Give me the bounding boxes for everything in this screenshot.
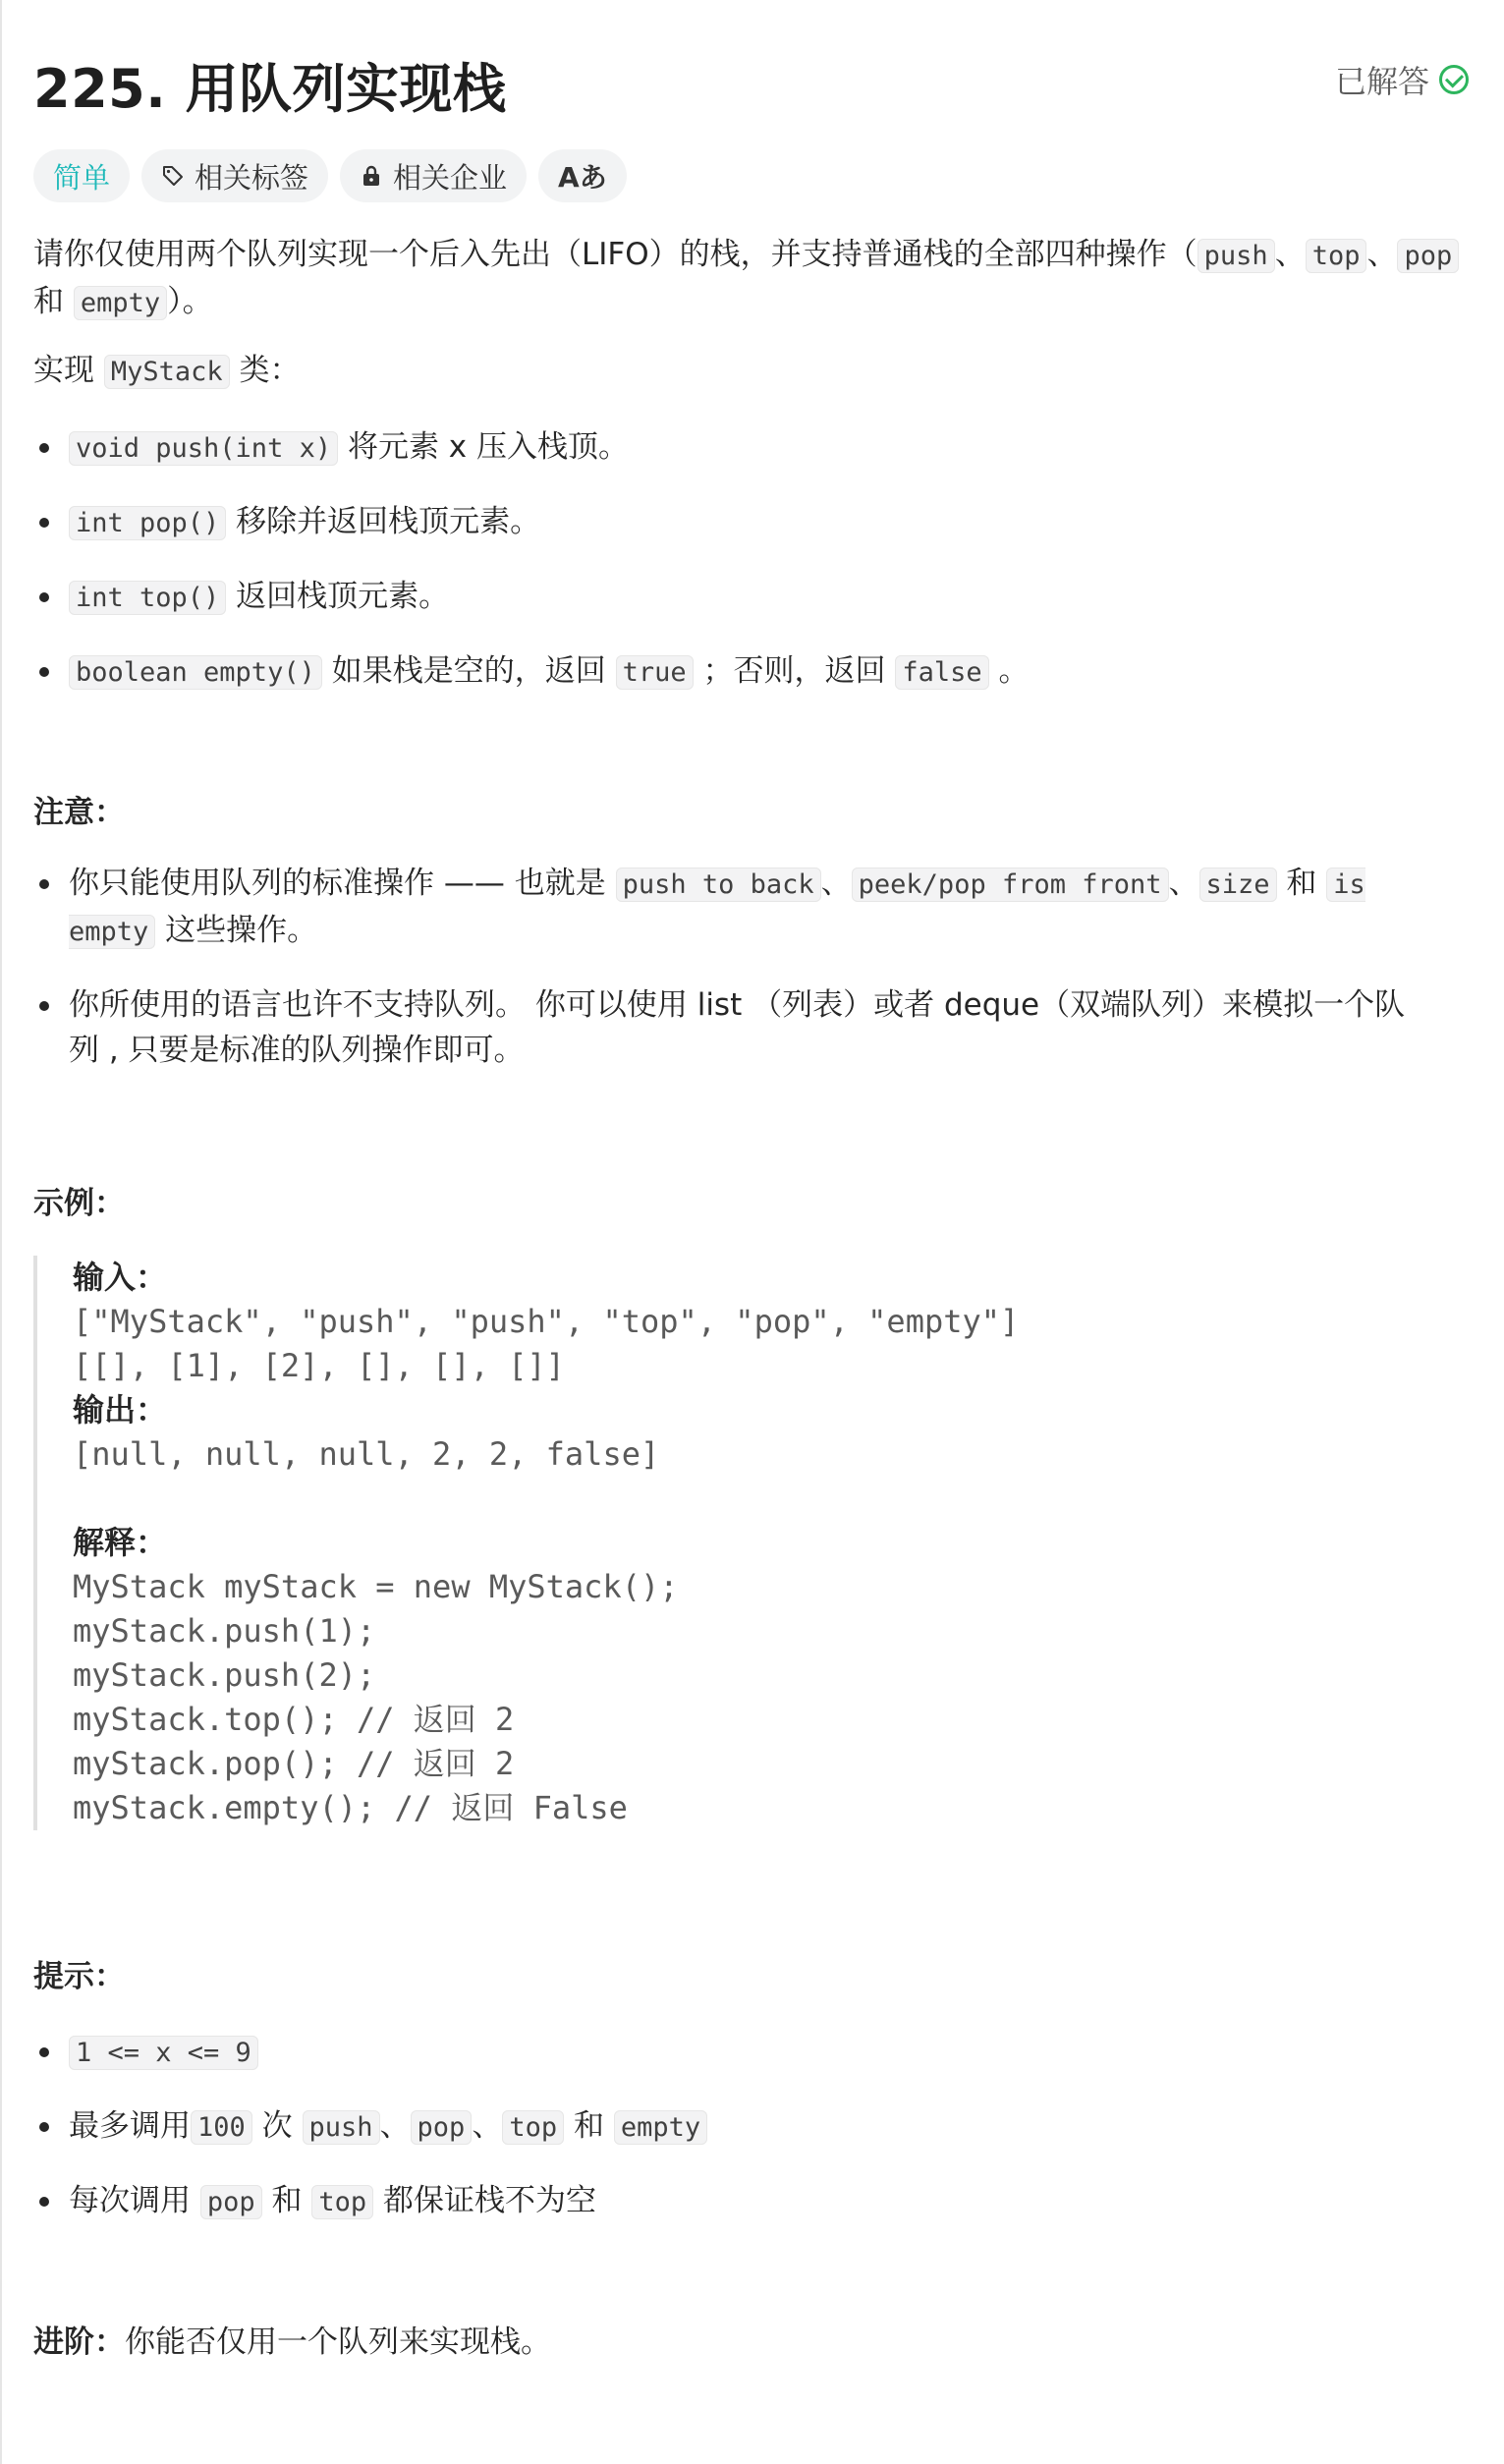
code-pop: pop [411,2110,473,2145]
hint-text: 和 [271,2183,303,2218]
explain-line: myStack.empty(); // 返回 False [73,1789,628,1826]
code-method: int top() [69,581,226,615]
problem-description [33,232,1468,2365]
method-description: 将元素 x 压入栈顶。 [347,429,630,465]
intro-paragraph [33,232,1468,326]
difficulty-tag[interactable] [33,149,130,202]
method-description: 。 [998,653,1030,689]
code-false: false [895,655,988,690]
list-item [69,424,1468,472]
related-companies-label: 相关企业 [393,160,508,195]
code-true: true [616,655,694,690]
code-empty: empty [74,286,167,320]
list-item [69,861,1468,955]
code-mystack: MyStack [104,355,230,389]
class-text: 类： [239,353,301,388]
code-size: size [1199,868,1277,902]
method-description: 移除并返回栈顶元素。 [236,504,541,539]
related-tags-label: 相关标签 [195,160,309,195]
method-description: ；否则，返回 [702,653,886,689]
hints-list [33,2029,1468,2225]
code-push: push [1198,239,1275,273]
translate-icon: Aあ [558,161,607,194]
separator: 、 [379,2108,411,2144]
example-block [33,1256,1468,1830]
note-text: 和 [1286,866,1317,901]
separator: 、 [1168,866,1199,901]
class-paragraph [33,348,1468,395]
code-push: push [303,2110,380,2145]
method-description: 如果栈是空的，返回 [331,653,606,689]
solved-status [1335,57,1469,102]
intro-text: 和 [33,284,64,319]
list-item [69,2029,1468,2076]
followup-text: 你能否仅用一个队列来实现栈。 [125,2324,551,2360]
code-pop: pop [200,2185,262,2219]
tag-bar [33,149,627,202]
tag-icon [161,164,185,188]
code-pop: pop [1397,239,1459,273]
code-push-to-back: push to back [616,868,821,902]
hint-text: 都保证栈不为空 [383,2183,596,2218]
separator: 、 [472,2108,503,2144]
list-item [69,648,1468,696]
translate-button[interactable] [538,149,627,202]
separator: 、 [820,866,852,901]
problem-title: 225. 用队列实现栈 [33,58,507,120]
explain-line: myStack.push(2); [73,1656,376,1694]
followup-paragraph [33,2320,1468,2365]
code-method: void push(int x) [69,431,338,466]
left-divider [0,0,2,2464]
code-top: top [1306,239,1367,273]
code-is-empty: is empty [69,869,1365,947]
note-text: 你所使用的语言也许不支持队列。 你可以使用 list （列表）或者 deque（双端队列）来模拟一个队列 , 只要是标准的队列操作即可。 [69,987,1406,1068]
class-text: 实现 [33,353,94,388]
code-peek-pop: peek/pop from front [852,868,1169,902]
list-item [69,574,1468,621]
hint-text: 每次调用 [69,2183,191,2218]
input-line: ["MyStack", "push", "push", "top", "pop", "empty"] [73,1303,1020,1340]
notes-title: 注意： [33,795,125,830]
output-label: 输出： [73,1391,168,1428]
hint-text: 和 [573,2108,604,2144]
blank-line [73,1477,1468,1521]
lock-icon [360,164,383,188]
output-line: [null, null, null, 2, 2, false] [73,1435,660,1473]
intro-text: ）。 [167,284,213,319]
hints-title: 提示： [33,1959,125,1994]
code-method: int pop() [69,506,226,540]
explain-label: 解释： [73,1524,168,1561]
intro-text: 请你仅使用两个队列实现一个后入先出（LIFO）的栈，并支持普通栈的全部四种操作（ [33,237,1198,272]
notes-list [33,861,1468,1073]
hint-text: 最多调用 [69,2108,191,2144]
explain-line: myStack.push(1); [73,1612,376,1650]
explain-line: myStack.top(); // 返回 2 [73,1701,515,1738]
hint-text: 次 [261,2108,293,2144]
separator: 、 [1366,237,1398,272]
code-empty: empty [614,2110,707,2145]
code-top: top [311,2185,373,2219]
problem-header [33,39,1469,118]
separator: 、 [1274,237,1306,272]
method-description: 返回栈顶元素。 [236,579,450,614]
explain-line: myStack.pop(); // 返回 2 [73,1745,515,1782]
related-tags-button[interactable] [141,149,328,202]
code-method: boolean empty() [69,655,322,690]
list-item [69,2103,1468,2151]
code-constraint: 1 <= x <= 9 [69,2036,258,2070]
note-text: 你只能使用队列的标准操作 —— 也就是 [69,866,606,901]
note-text: 这些操作。 [165,913,318,948]
method-list [33,424,1468,696]
example-title: 示例： [33,1186,125,1221]
solved-label: 已解答 [1334,63,1429,100]
code-100: 100 [191,2110,252,2145]
related-companies-button[interactable] [340,149,527,202]
list-item [69,499,1468,546]
input-line: [[], [1], [2], [], [], []] [73,1347,565,1384]
list-item [69,982,1468,1073]
explain-line: MyStack myStack = new MyStack(); [73,1568,679,1605]
check-circle-icon [1439,65,1469,94]
input-label: 输入： [73,1259,168,1296]
followup-label: 进阶： [33,2324,125,2360]
code-top: top [502,2110,564,2145]
difficulty-label: 简单 [53,160,111,195]
list-item [69,2178,1468,2225]
